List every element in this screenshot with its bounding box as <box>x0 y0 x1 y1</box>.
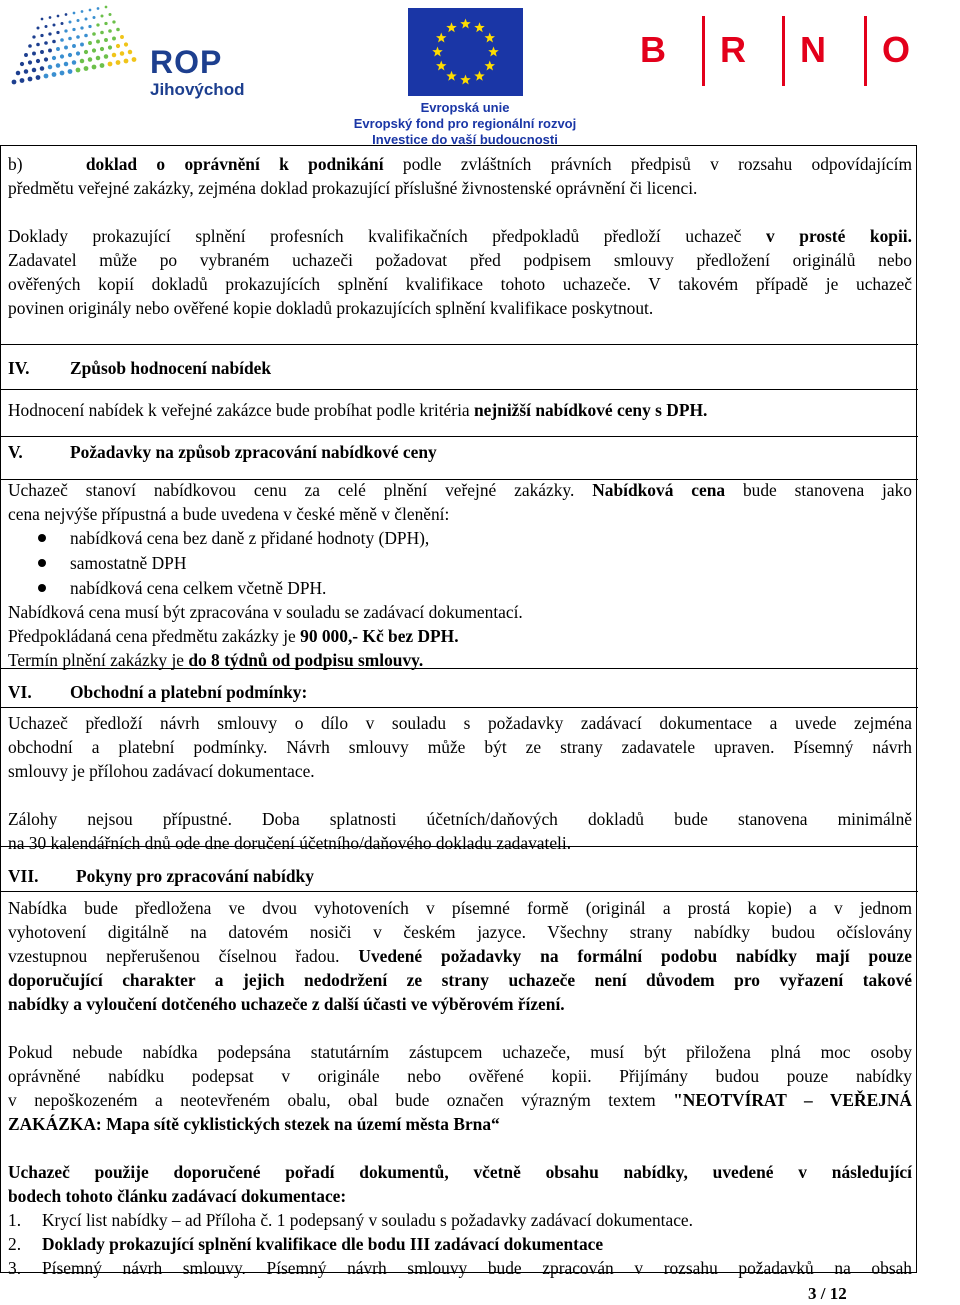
divider <box>1 389 918 390</box>
sec7-l8-b: "NEOTVÍRAT – VEŘEJNÁ <box>673 1090 912 1110</box>
eu-line-1: Evropská unie <box>420 100 510 115</box>
sec4-title: Způsob hodnocení nabídek <box>70 358 272 378</box>
rop-dot-icon <box>92 32 96 36</box>
rop-dot-icon <box>37 27 40 30</box>
rop-dot-icon <box>116 28 120 32</box>
rop-dot-icon <box>20 78 25 83</box>
rop-dot-icon <box>100 31 104 35</box>
rop-dot-icon <box>96 56 101 61</box>
rop-dot-icon <box>101 15 104 18</box>
sec7-line-6: Pokud nebude nabídka podepsána statutárním zástupcem uchazeče, musí být přiložena plná moc osoby <box>8 1042 912 1062</box>
sec7-line-7: oprávněné nabídku podepsat v originále nebo ověřené kopii. Přijímány budou pouze nabídky <box>8 1066 912 1086</box>
svg-text:O: O <box>882 29 911 70</box>
rop-dot-icon <box>88 25 91 28</box>
rop-dot-icon <box>72 60 77 65</box>
rop-region: Jihovýchod <box>150 80 245 99</box>
rop-name: ROP <box>150 44 223 80</box>
rop-dot-icon <box>36 43 40 47</box>
eu-line-3: Investice do vaší budoucnosti <box>372 132 558 147</box>
rop-dot-icon <box>128 50 133 55</box>
bullet-icon <box>38 534 46 542</box>
rop-dot-icon <box>96 40 100 44</box>
rop-dot-icon <box>56 63 61 68</box>
rop-dot-icon <box>48 65 53 70</box>
divider <box>1 436 918 437</box>
sec5-l4-b: 90 000,- Kč bez DPH. <box>300 626 459 646</box>
rop-dot-icon <box>52 56 56 60</box>
divider <box>1 707 918 708</box>
sec6-line-1: Uchazeč předloží návrh smlouvy o dílo v souladu s požadavky zadávací dokumentace a uvede zejména <box>8 713 912 733</box>
sec7-line-2: vyhotovení digitálně na datovém nosiči v českém jazyce. Všechny strany nabídky budou očíslovány <box>8 922 912 942</box>
rop-dot-icon <box>48 49 52 53</box>
rop-dot-icon <box>40 50 44 54</box>
rop-dot-icon <box>72 44 76 48</box>
list-num-3: 3. <box>8 1258 22 1278</box>
sec5-line-5 <box>8 648 912 672</box>
rop-dot-icon <box>77 19 80 22</box>
rop-dot-icon <box>52 40 56 44</box>
rop-dot-icon <box>64 46 68 50</box>
rop-dot-icon <box>44 41 48 45</box>
p1-line-3: ověřených kopií dokladů prokazujících splnění kvalifikace tohoto uchazeče. V takovém případě je uchazeč <box>8 274 912 294</box>
rop-dot-icon <box>97 7 100 10</box>
rop-dot-icon <box>61 22 64 25</box>
brno-logo-icon <box>636 10 954 90</box>
rop-dot-icon <box>28 60 32 64</box>
rop-dot-icon <box>116 60 121 65</box>
rop-dot-icon <box>116 44 120 48</box>
rop-dot-icon <box>104 22 107 25</box>
sec7-title: Pokyny pro zpracování nabídky <box>76 866 314 886</box>
rop-dot-icon <box>104 54 109 59</box>
p1-bold: v prosté kopii. <box>765 226 912 246</box>
rop-dot-icon <box>64 62 69 67</box>
sec6-line-5: na 30 kalendářních dnů ode dne doručení účetního/daňového dokladu zadavateli. <box>8 833 572 853</box>
svg-text:N: N <box>800 29 826 70</box>
rop-dot-icon <box>53 24 56 27</box>
sec6-line-3: smlouvy je přílohou zadávací dokumentace. <box>8 761 315 781</box>
bullet-item-1: nabídková cena bez daně z přidané hodnoty (DPH), <box>70 528 430 548</box>
sec7-line-11: bodech tohoto článku zadávací dokumentace: <box>8 1186 347 1206</box>
sec7-l8-a: v nepoškozeném a neotevřeném obalu, obal bude označen výrazným textem <box>8 1090 674 1110</box>
rop-dot-icon <box>20 62 24 66</box>
eu-flag-icon <box>408 8 523 96</box>
rop-dot-icon <box>57 15 60 18</box>
rop-dot-icon <box>28 77 33 82</box>
rop-dot-icon <box>32 68 37 73</box>
bullet-icon <box>38 584 46 592</box>
svg-text:R: R <box>720 29 746 70</box>
sec5-line-1 <box>8 478 912 502</box>
divider <box>1 891 918 892</box>
sec5-line-3: Nabídková cena musí být zpracována v souladu se zadávací dokumentací. <box>8 602 523 622</box>
sec6-line-2: obchodní a platební podmínky. Návrh smlouvy může být ze strany zadavatele upraven. Písemný návrh <box>8 737 912 757</box>
list-num-1: 1. <box>8 1210 22 1230</box>
eu-caption <box>330 100 600 148</box>
p1-line-4: povinen originály nebo ověřené kopie dokladů prokazujících splnění kvalifikace poskytnout. <box>8 298 654 318</box>
rop-dot-icon <box>60 38 64 42</box>
rop-dot-icon <box>24 69 29 74</box>
rop-dot-icon <box>68 53 72 57</box>
rop-dot-icon <box>12 80 17 85</box>
rop-dot-icon <box>80 26 83 29</box>
rop-dot-icon <box>100 47 104 51</box>
sec7-line-3 <box>8 944 912 968</box>
rop-dot-icon <box>108 45 112 49</box>
rop-dot-icon <box>68 69 73 74</box>
rop-dot-icon <box>68 37 72 41</box>
rop-dot-icon <box>96 23 99 26</box>
rop-dot-icon <box>88 57 93 62</box>
rop-dot-icon <box>120 51 125 56</box>
sec6-num: VI. <box>8 682 32 702</box>
sec4-text-a: Hodnocení nabídek k veřejné zakázce bude probíhat podle kritéria <box>8 400 474 420</box>
rop-dot-icon <box>76 35 80 39</box>
rop-dot-icon <box>56 47 60 51</box>
sec5-l5-b: do 8 týdnů od podpisu smlouvy. <box>188 650 424 670</box>
rop-dot-icon <box>100 63 105 68</box>
rop-dot-icon <box>84 50 88 54</box>
sec7-l3-a: vzestupnou nepřerušenou číselnou řadou. <box>8 946 359 966</box>
rop-dot-icon <box>104 38 108 42</box>
rop-dot-icon <box>73 12 76 15</box>
rop-dot-icon <box>32 52 36 56</box>
rop-dot-icon <box>89 9 92 12</box>
sec5-l1-a: Uchazeč stanoví nabídkovou cenu za celé plnění veřejné zakázky. <box>8 480 593 500</box>
sec5-line-2: cena nejvýše přípustná a bude uvedena v české měně v členění: <box>8 504 450 524</box>
rop-dot-icon <box>92 65 97 70</box>
sec5-l1-c: bude stanovena jako <box>725 480 913 500</box>
rop-dot-icon <box>52 72 57 77</box>
sec5-num: V. <box>8 442 23 462</box>
item-b-rest: podle zvláštních právních předpisů v rozsahu odpovídajícím <box>383 154 912 174</box>
rop-dot-icon <box>16 71 21 76</box>
rop-dot-icon <box>28 44 32 48</box>
rop-dot-icon <box>40 66 45 71</box>
rop-dot-icon <box>76 68 81 73</box>
rop-dot-icon <box>60 54 64 58</box>
rop-dot-icon <box>108 29 112 33</box>
rop-dot-icon <box>40 34 43 37</box>
rop-dot-icon <box>84 34 88 38</box>
rop-dot-icon <box>76 51 80 55</box>
item-b-line-2: předmětu veřejné zakázky, zejména doklad prokazující příslušné živnostenské oprávnění či licenci. <box>8 178 698 198</box>
rop-dot-icon <box>32 35 35 38</box>
page-number: 3 / 12 <box>808 1284 847 1303</box>
sec4-text-b: nejnižší nabídkové ceny s DPH. <box>473 400 708 420</box>
rop-dot-icon <box>41 18 44 21</box>
rop-dot-icon <box>112 53 117 58</box>
sec4-text <box>8 398 912 422</box>
sec7-num: VII. <box>8 866 39 886</box>
rop-dot-icon <box>45 25 48 28</box>
rop-dot-icon <box>65 13 68 16</box>
sec6-title: Obchodní a platební podmínky: <box>70 682 308 702</box>
list-num-2: 2. <box>8 1234 22 1254</box>
rop-dot-icon <box>69 21 72 24</box>
p1-text: Doklady prokazující splnění profesních kvalifikačních předpokladů předloží uchazeč <box>8 226 766 246</box>
item-b-label: b) <box>8 154 23 174</box>
sec6-line-4: Zálohy nejsou přípustné. Doba splatnosti účetních/daňových dokladů bude stanovena minimálně <box>8 809 912 829</box>
rop-dot-icon <box>24 53 28 57</box>
rop-dot-icon <box>132 57 137 62</box>
sec5-l5-a: Termín plnění zakázky je <box>8 650 189 670</box>
rop-dot-icon <box>80 59 85 64</box>
item-b-bold: doklad o oprávnění k podnikání <box>85 154 384 174</box>
rop-dot-icon <box>44 74 49 79</box>
rop-dot-icon <box>84 66 89 71</box>
rop-dot-icon <box>80 43 84 47</box>
sec7-line-8 <box>8 1088 912 1112</box>
list-item-1: Krycí list nabídky – ad Příloha č. 1 podepsaný v souladu s požadavky zadávací dokumentace. <box>42 1210 694 1230</box>
item-b-line-1 <box>8 152 912 176</box>
rop-dot-icon <box>60 71 65 76</box>
rop-dot-icon <box>112 37 116 41</box>
rop-dot-icon <box>64 29 67 32</box>
page-header <box>0 0 960 145</box>
svg-text:B: B <box>640 29 666 70</box>
eu-line-2: Evropský fond pro regionální rozvoj <box>353 116 577 131</box>
sec7-line-10: Uchazeč použije doporučené pořadí dokumentů, včetně obsahu nabídky, uvedené v následující <box>8 1162 912 1182</box>
p1-line-2: Zadavatel může po vybraném uchazeči požadovat před podpisem smlouvy předložení originálů nebo <box>8 250 912 270</box>
rop-dot-icon <box>44 57 48 61</box>
sec7-line-5: nabídky a vyloučení dotčeného uchazeče z další účasti ve výběrovém řízení. <box>8 994 565 1014</box>
p1-line-1 <box>8 224 912 248</box>
rop-dot-icon <box>36 59 40 63</box>
rop-dot-icon <box>92 48 96 52</box>
rop-dot-icon <box>112 20 115 23</box>
sec7-l3-b: Uvedené požadavky na formální podobu nabídky mají pouze <box>358 946 912 966</box>
rop-dot-icon <box>120 35 124 39</box>
list-item-2: Doklady prokazující splnění kvalifikace dle bodu III zadávací dokumentace <box>42 1234 604 1254</box>
sec5-l1-b: Nabídková cena <box>592 480 726 500</box>
list-item-3: Písemný návrh smlouvy. Písemný návrh smlouvy bude zpracován v rozsahu požadavků na obsah <box>42 1258 912 1278</box>
rop-dot-icon <box>81 10 84 13</box>
bullet-item-3: nabídková cena celkem včetně DPH. <box>70 578 327 598</box>
sec4-num: IV. <box>8 358 30 378</box>
rop-dot-icon <box>124 59 129 64</box>
sec5-line-4 <box>8 624 912 648</box>
sec7-line-1: Nabídka bude předložena ve dvou vyhotoveních v písemné formě (originál a prostá kopie) a v jednom <box>8 898 912 918</box>
rop-dot-icon <box>109 13 112 16</box>
rop-dot-icon <box>49 16 52 19</box>
rop-dot-icon <box>72 28 75 31</box>
rop-dot-icon <box>48 32 51 35</box>
rop-dot-icon <box>88 41 92 45</box>
rop-dot-icon <box>56 31 59 34</box>
rop-dot-icon <box>93 16 96 19</box>
divider <box>1 344 918 345</box>
rop-dot-icon <box>105 6 108 9</box>
rop-dot-icon <box>108 62 113 67</box>
bullet-item-2: samostatně DPH <box>70 553 187 573</box>
rop-dot-icon <box>36 75 41 80</box>
rop-dot-icon <box>124 42 128 46</box>
sec7-line-9: ZAKÁZKA: Mapa sítě cyklistických stezek na území města Brna“ <box>8 1114 500 1134</box>
bullet-icon <box>38 559 46 567</box>
rop-dot-icon <box>85 18 88 21</box>
sec5-l4-a: Předpokládaná cena předmětu zakázky je <box>8 626 301 646</box>
sec5-title: Požadavky na způsob zpracování nabídkové ceny <box>70 442 437 462</box>
sec7-line-4: doporučující charakter a jejich nedodržení ze strany uchazeče není důvodem pro vyřazení takové <box>8 970 912 990</box>
